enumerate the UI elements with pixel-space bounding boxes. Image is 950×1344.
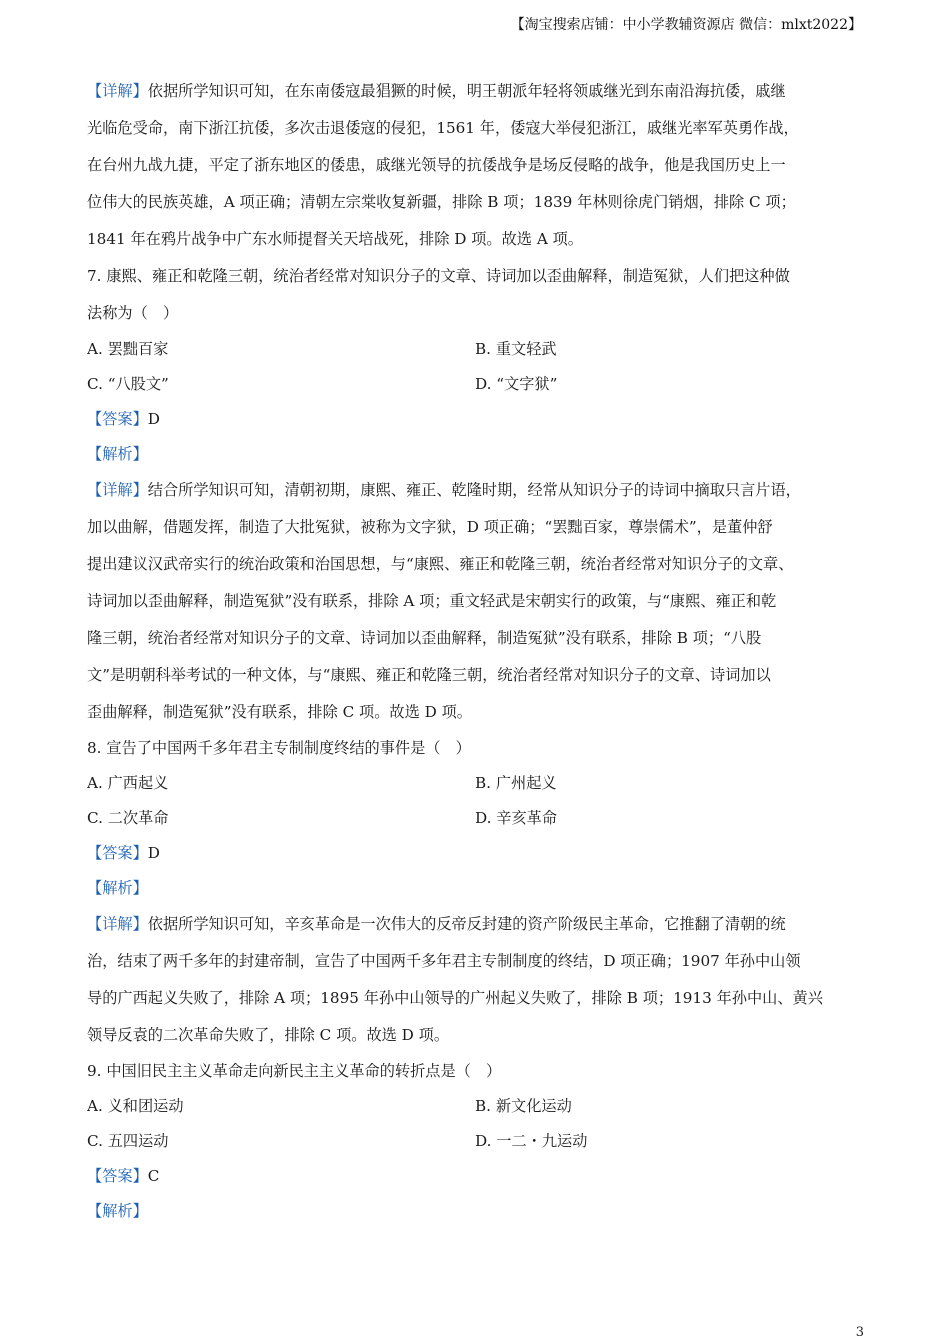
answer-value: D bbox=[147, 410, 160, 428]
q9-option-a: A. 义和团运动 bbox=[87, 1097, 184, 1115]
q7-option-d: D. “文字狱” bbox=[475, 375, 558, 393]
q7-options-row bbox=[87, 332, 867, 367]
q8-option-d: D. 辛亥革命 bbox=[475, 809, 558, 827]
answer-tag: 【答案】 bbox=[87, 410, 148, 428]
q7-detail-line: 加以曲解，借题发挥，制造了大批冤狱，被称为文字狱，D 项正确；“罢黜百家，尊崇儒术”，是董仲舒 bbox=[87, 518, 773, 536]
q8-analysis bbox=[87, 871, 867, 906]
answer-tag: 【答案】 bbox=[87, 1167, 148, 1185]
q7-option-b: B. 重文轻武 bbox=[475, 340, 557, 358]
q8-detail-line: 治，结束了两千多年的封建帝制，宣告了中国两千多年君主专制制度的终结，D 项正确；1907 年孙中山领 bbox=[87, 952, 801, 970]
q9-stem: 9. 中国旧民主主义革命走向新民主主义革命的转折点是（ ） bbox=[87, 1062, 502, 1080]
q7-answer bbox=[87, 402, 867, 437]
analysis-tag: 【解析】 bbox=[87, 879, 148, 897]
q8-stem: 8. 宣告了中国两千多年君主专制制度终结的事件是（ ） bbox=[87, 739, 471, 757]
q6-detail-line: 位伟大的民族英雄，A 项正确；清朝左宗棠收复新疆，排除 B 项；1839 年林则徐虎门销烟，排除 C 项； bbox=[87, 193, 796, 211]
q6-detail-line: 光临危受命，南下浙江抗倭，多次击退倭寇的侵犯，1561 年，倭寇大举侵犯浙江，戚继光率军英勇作战， bbox=[87, 119, 799, 137]
q9-option-b: B. 新文化运动 bbox=[475, 1097, 572, 1115]
q7-detail-line: 隆三朝，统治者经常对知识分子的文章、诗词加以歪曲解释，制造冤狱”没有联系，排除 B 项；“八股 bbox=[87, 629, 762, 647]
q8-option-a: A. 广西起义 bbox=[87, 774, 169, 792]
q7-option-c: C. “八股文” bbox=[87, 375, 169, 393]
q8-option-b: B. 广州起义 bbox=[475, 774, 557, 792]
q9-options-row bbox=[87, 1089, 867, 1124]
q6-detail-line: 【详解】依据所学知识可知，在东南倭寇最猖獗的时候，明王朝派年轻将领戚继光到东南沿海抗倭，戚继 bbox=[87, 82, 786, 100]
q8-detail-line: 领导反袁的二次革命失败了，排除 C 项。故选 D 项。 bbox=[87, 1026, 450, 1044]
q7-options-row bbox=[87, 367, 867, 402]
q9-option-d: D. 一二・九运动 bbox=[475, 1132, 588, 1150]
q7-detail-line: 【详解】结合所学知识可知，清朝初期，康熙、雍正、乾隆时期，经常从知识分子的诗词中摘取只言片语， bbox=[87, 481, 801, 499]
analysis-tag: 【解析】 bbox=[87, 445, 148, 463]
detail-tag: 【详解】 bbox=[87, 82, 148, 100]
q7-detail-line: 诗词加以歪曲解释，制造冤狱”没有联系，排除 A 项；重文轻武是宋朝实行的政策，与“康熙、雍正和乾 bbox=[87, 592, 777, 610]
q9-options-row bbox=[87, 1124, 867, 1159]
q8-option-c: C. 二次革命 bbox=[87, 809, 169, 827]
q6-detail-line: 在台州九战九捷，平定了浙东地区的倭患，戚继光领导的抗倭战争是场反侵略的战争，他是我国历史上一 bbox=[87, 156, 786, 174]
detail-tag: 【详解】 bbox=[87, 481, 148, 499]
q9-option-c: C. 五四运动 bbox=[87, 1132, 169, 1150]
q8-options-row bbox=[87, 766, 867, 801]
page-header: 【淘宝搜索店铺：中小学教辅资源店 微信：mlxt2022】 bbox=[510, 17, 862, 33]
q8-answer bbox=[87, 836, 867, 871]
q8-options-row bbox=[87, 801, 867, 836]
page-content bbox=[87, 73, 867, 1229]
q8-detail-line: 【详解】依据所学知识可知，辛亥革命是一次伟大的反帝反封建的资产阶级民主革命，它推翻了清朝的统 bbox=[87, 915, 786, 933]
answer-tag: 【答案】 bbox=[87, 844, 148, 862]
answer-value: D bbox=[147, 844, 160, 862]
answer-value: C bbox=[147, 1167, 160, 1185]
q9-answer bbox=[87, 1159, 867, 1194]
q7-detail-line: 提出建议汉武帝实行的统治政策和治国思想，与“康熙、雍正和乾隆三朝，统治者经常对知识分子的文章、 bbox=[87, 555, 794, 573]
q8-detail-line: 导的广西起义失败了，排除 A 项；1895 年孙中山领导的广州起义失败了，排除 B 项；1913 年孙中山、黄兴 bbox=[87, 989, 823, 1007]
q7-option-a: A. 罢黜百家 bbox=[87, 340, 169, 358]
detail-tag: 【详解】 bbox=[87, 915, 148, 933]
q7-stem: 7. 康熙、雍正和乾隆三朝，统治者经常对知识分子的文章、诗词加以歪曲解释，制造冤狱，人们把这种做 bbox=[87, 267, 790, 285]
q7-stem: 法称为（ ） bbox=[87, 304, 179, 322]
q9-analysis bbox=[87, 1194, 867, 1229]
page-number: 3 bbox=[855, 1325, 864, 1340]
q6-detail-line: 1841 年在鸦片战争中广东水师提督关天培战死，排除 D 项。故选 A 项。 bbox=[87, 230, 583, 248]
analysis-tag: 【解析】 bbox=[87, 1202, 148, 1220]
q7-detail-line: 歪曲解释，制造冤狱”没有联系，排除 C 项。故选 D 项。 bbox=[87, 703, 472, 721]
q7-detail-line: 文”是明朝科举考试的一种文体，与“康熙、雍正和乾隆三朝，统治者经常对知识分子的文章、诗词加以 bbox=[87, 666, 771, 684]
q7-analysis bbox=[87, 437, 867, 472]
